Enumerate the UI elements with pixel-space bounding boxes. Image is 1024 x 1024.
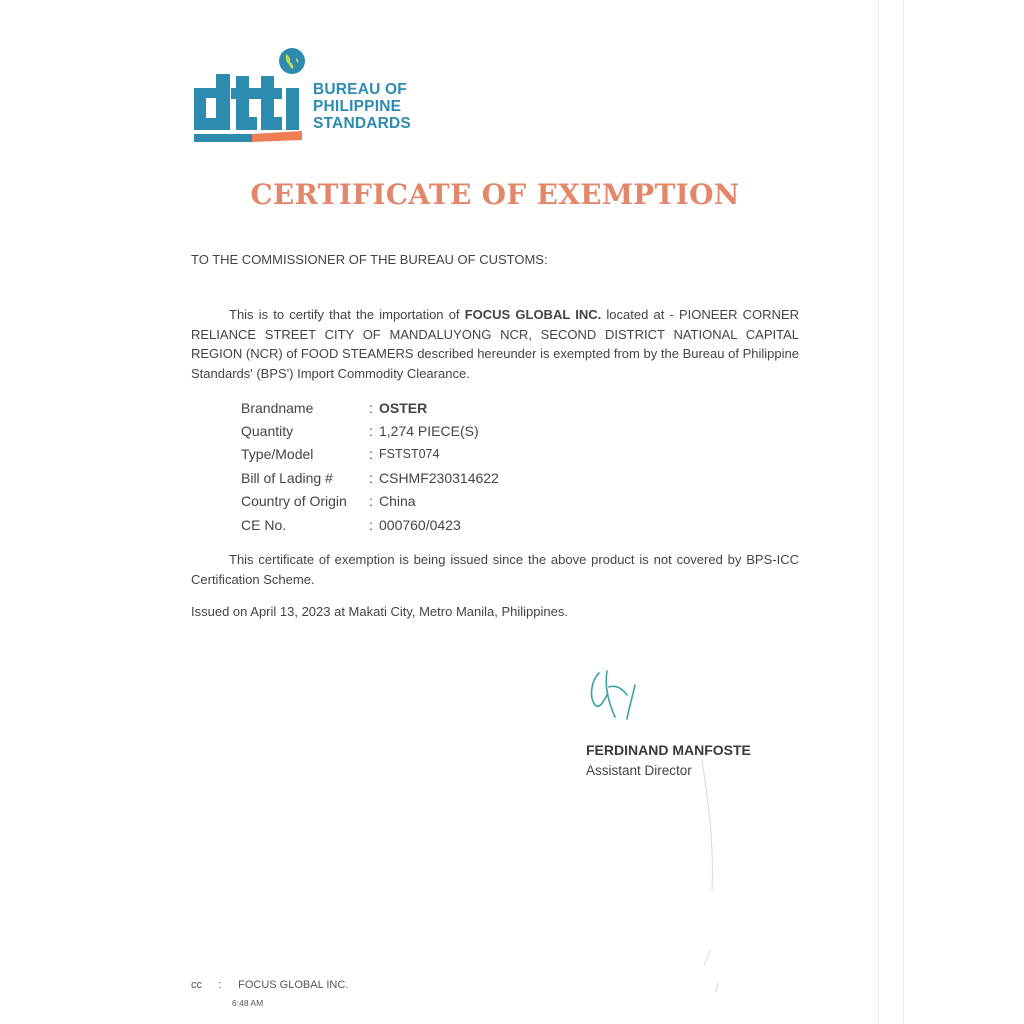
cc-label: cc <box>191 979 202 991</box>
detail-value: FSTST074 <box>379 447 440 462</box>
salutation: TO THE COMMISSIONER OF THE BUREAU OF CUSTOMS: <box>191 252 548 267</box>
signature <box>585 665 665 725</box>
detail-row-country-of-origin <box>241 490 499 513</box>
cc-separator: : <box>218 979 222 991</box>
exemption-reason-paragraph <box>191 550 799 589</box>
detail-separator: : <box>369 516 373 533</box>
detail-value: 000760/0423 <box>379 516 461 533</box>
detail-value: China <box>379 493 416 510</box>
certification-paragraph <box>191 305 799 383</box>
logo-line: PHILIPPINE <box>313 98 402 115</box>
dti-logo-mark <box>192 48 312 144</box>
detail-label: Bill of Lading # <box>241 469 333 486</box>
globe-icon <box>279 48 305 74</box>
detail-separator: : <box>369 493 373 510</box>
detail-label: CE No. <box>241 516 287 533</box>
signatory-name: FERDINAND MANFOSTE <box>586 742 751 758</box>
detail-separator: : <box>369 399 373 416</box>
detail-label: Brandname <box>241 399 314 416</box>
cc-line <box>191 979 348 991</box>
logo-line: STANDARDS <box>313 115 411 132</box>
detail-row-bill-of-lading <box>241 466 499 489</box>
paragraph-text: located at - PIONEER CORNER RELIANCE STREET CITY OF MANDALUYONG NCR, SECOND DISTRICT NATIONAL CAPITAL REGION (NCR) of FOOD STEAMERS described hereunder is exempted from by the Bureau of Philippine Standards' (BPS') Import Commodity Clearance. <box>191 307 800 381</box>
detail-label: Country of Origin <box>241 493 347 510</box>
paragraph-text: This certificate of exemption is being issued since the above product is not covered by BPS-ICC Certification Scheme. <box>191 552 799 587</box>
faint-pen-mark <box>690 760 730 1000</box>
logo-org-name <box>313 81 411 132</box>
importer-name: FOCUS GLOBAL INC. <box>464 307 602 322</box>
page-edge-line <box>878 0 879 1024</box>
detail-row-quantity <box>241 419 499 442</box>
signatory-position: Assistant Director <box>586 763 692 778</box>
detail-row-ce-no <box>241 513 499 536</box>
certificate-title: CERTIFICATE OF EXEMPTION <box>250 178 740 211</box>
detail-label: Type/Model <box>241 446 314 463</box>
detail-label: Quantity <box>241 423 294 440</box>
detail-separator: : <box>369 423 373 440</box>
detail-value: OSTER <box>379 399 428 416</box>
logo-line: BUREAU OF <box>313 81 407 98</box>
detail-separator: : <box>369 469 373 486</box>
detail-value: CSHMF230314622 <box>379 469 499 486</box>
issued-statement: Issued on April 13, 2023 at Makati City, Metro Manila, Philippines. <box>191 604 568 619</box>
detail-row-type-model <box>241 443 499 466</box>
detail-row-brandname <box>241 396 499 419</box>
product-details <box>241 396 499 536</box>
cc-recipient: FOCUS GLOBAL INC. <box>238 979 349 991</box>
paragraph-text: This is to certify that the importation of <box>229 307 465 322</box>
dti-bps-logo <box>192 48 432 144</box>
page-edge-line <box>903 0 904 1024</box>
detail-separator: : <box>369 446 373 463</box>
print-time: 6:48 AM <box>232 998 264 1008</box>
detail-value: 1,274 PIECE(S) <box>379 423 479 440</box>
